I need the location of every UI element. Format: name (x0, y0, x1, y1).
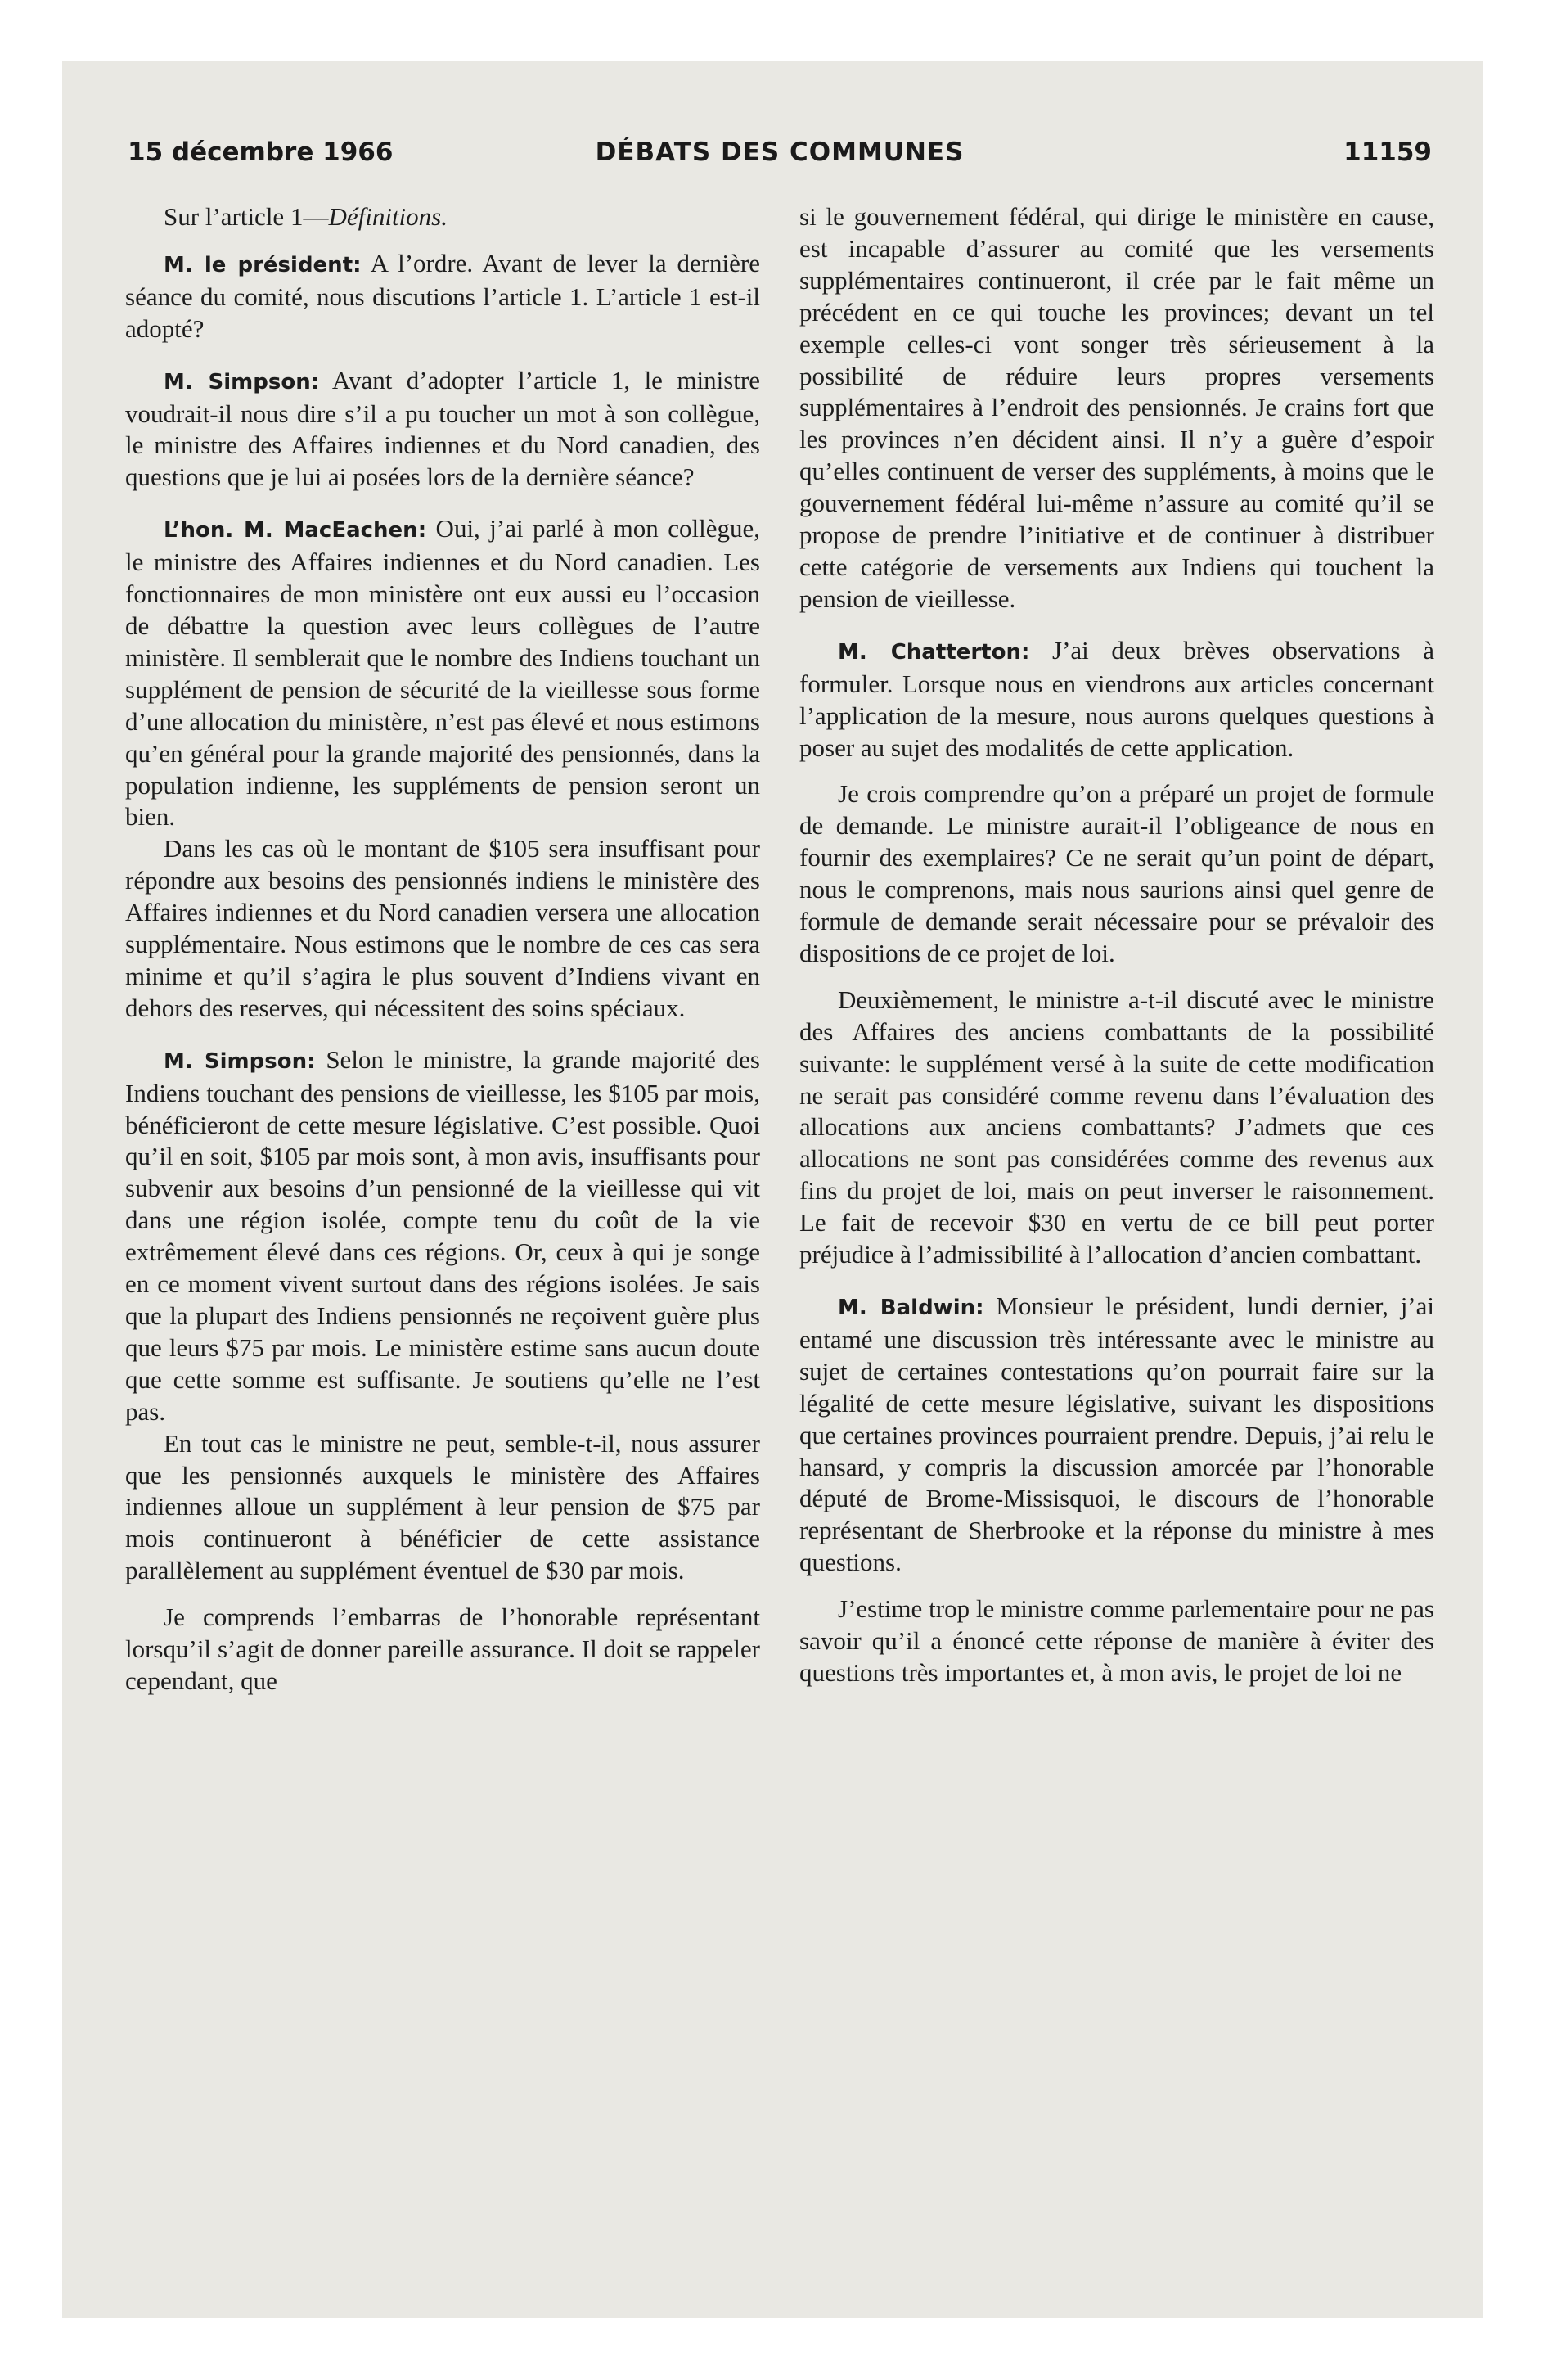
paragraph: M. Baldwin: Monsieur le président, lundi dernier, j’ai entamé une discussion très intéressante avec le ministre au sujet de certaines contestations qu’on pourrait faire sur la légalité de cette mesure législative, suivant les dispositions que certaines provinces pourraient prendre. Depuis, j’ai relu le hansard, y compris la discussion amorcée par l’honorable député de Brome-Missisquoi, le discours de l’honorable représentant de Sherbrooke et la réponse du ministre à mes questions. (799, 1291, 1434, 1577)
paragraph: J’estime trop le ministre comme parlementaire pour ne pas savoir qu’il a énoncé cette réponse de manière à éviter des questions très importantes et, à mon avis, le projet de loi ne (799, 1594, 1434, 1687)
paragraph: Dans les cas où le montant de $105 sera insuffisant pour répondre aux besoins des pensionnés indiens le ministère des Affaires indiennes et du Nord canadien versera une allocation supplémentaire. Nous estimons que le nombre de ces cas sera minime et qu’il s’agira le plus souvent d’Indiens vivant en dehors des reserves, qui nécessitent des soins spéciaux. (125, 834, 760, 1022)
header-date: 15 décembre 1966 (128, 137, 394, 167)
speaker-name: L’hon. M. MacEachen: (164, 518, 427, 543)
paragraph: M. le président: A l’ordre. Avant de lever la dernière séance du comité, nous discutions l’article 1. L’article 1 est-il adopté? (125, 248, 761, 343)
paragraph: En tout cas le ministre ne peut, semble-t-il, nous assurer que les pensionnés auxquels le ministère des Affaires indiennes alloue un supplément à leur pension de $75 par mois continueront à bénéficier de cette assistance parallèlement au supplément éventuel de $30 par mois. (125, 1428, 760, 1585)
speaker-name: M. Simpson: (164, 369, 320, 394)
speaker-name: M. Chatterton: (838, 639, 1030, 665)
page-header (128, 137, 1432, 174)
speaker-name: M. le président: (164, 252, 362, 277)
paragraph: si le gouvernement fédéral, qui dirige le ministère en cause, est incapable d’assurer au comité que les versements supplémentaires continueront, il crée par le fait même un précédent en ce qui touche les provinces; devant un tel exemple celles-ci vont songer très sérieusement à la possibilité de réduire leurs propres versements supplémentaires à l’endroit des pensionnés. Je crains fort que les provinces n’en décident ainsi. Il n’y a guère d’espoir qu’elles continuent de verser des suppléments, à moins que le gouvernement fédéral lui-même n’assure au comité qu’il se propose de prendre l’initiative et de continuer à distribuer cette catégorie de versements aux Indiens qui touchent la pension de vieillesse. (799, 202, 1434, 613)
header-title: DÉBATS DES COMMUNES (595, 137, 965, 167)
paragraph: Je crois comprendre qu’on a préparé un projet de formule de demande. Le ministre aurait-il l’obligeance de nous en fournir des exemplaires? Ce ne serait qu’un point de départ, nous le comprenons, mais nous saurions ainsi quel genre de formule de demande serait nécessaire pour se prévaloir des dispositions de ce projet de loi. (799, 779, 1434, 967)
speaker-name: M. Simpson: (164, 1048, 316, 1074)
left-column (125, 201, 760, 1697)
paragraph: L’hon. M. MacEachen: Oui, j’ai parlé à mon collègue, le ministre des Affaires indiennes et du Nord canadien. Les fonctionnaires de mon ministère ont eux aussi eu l’occasion de débattre la question avec leurs collègues de l’autre ministère. Il semblerait que le nombre des Indiens touchant un supplément de pension de sécurité de la vieillesse sous forme d’une allocation du ministère, n’est pas élevé et nous estimons qu’en général pour la grande majorité des pensionnés, dans la population indienne, les suppléments de pension seront un bien. (125, 514, 760, 832)
header-page-number: 11159 (1343, 137, 1432, 167)
paragraph: M. Simpson: Avant d’adopter l’article 1, le ministre voudrait-il nous dire s’il a pu toucher un mot à son collègue, le ministre des Affaires indiennes et du Nord canadien, des questions que je lui ai posées lors de la dernière séance? (125, 365, 761, 492)
speaker-name: M. Baldwin: (838, 1296, 984, 1320)
section-heading: Sur l’article 1—Définitions. (164, 202, 448, 231)
paragraph: M. Chatterton: J’ai deux brèves observations à formuler. Lorsque nous en viendrons aux articles concernant l’application de la mesure, nous aurons quelques questions à poser au sujet des modalités de cette application. (799, 635, 1434, 762)
paragraph: Deuxièmement, le ministre a-t-il discuté avec le ministre des Affaires des anciens combattants de la possibilité suivante: le supplément versé à la suite de cette modification ne serait pas considéré comme revenu dans l’évaluation des allocations aux anciens combattants? J’admets que ces allocations ne sont pas considérées comme des revenus aux fins du projet de loi, mais on peut inverser le raisonnement. Le fait de recevoir $30 en vertu de ce bill peut porter préjudice à l’admissibilité à l’allocation d’ancien combattant. (799, 985, 1434, 1269)
paragraph: Je comprends l’embarras de l’honorable représentant lorsqu’il s’agit de donner pareille assurance. Il doit se rappeler cependant, que (125, 1602, 760, 1695)
paragraph: M. Simpson: Selon le ministre, la grande majorité des Indiens touchant des pensions de vieillesse, les $105 par mois, bénéficieront de cette mesure législative. C’est possible. Quoi qu’il en soit, $105 par mois sont, à mon avis, insuffisants pour subvenir aux besoins d’un pensionné de la vieillesse qui vit dans une région isolée, compte tenu du coût de la vie extrêmement élevé dans ces régions. Or, ceux à qui je songe en ce moment vivent surtout dans des régions isolées. Je sais que la plupart des Indiens pensionnés ne reçoivent guère plus que leurs $75 par mois. Le ministère estime sans aucun doute que cette somme est suffisante. Je soutiens qu’elle ne l’est pas. (125, 1044, 760, 1426)
right-column (799, 201, 1434, 1689)
